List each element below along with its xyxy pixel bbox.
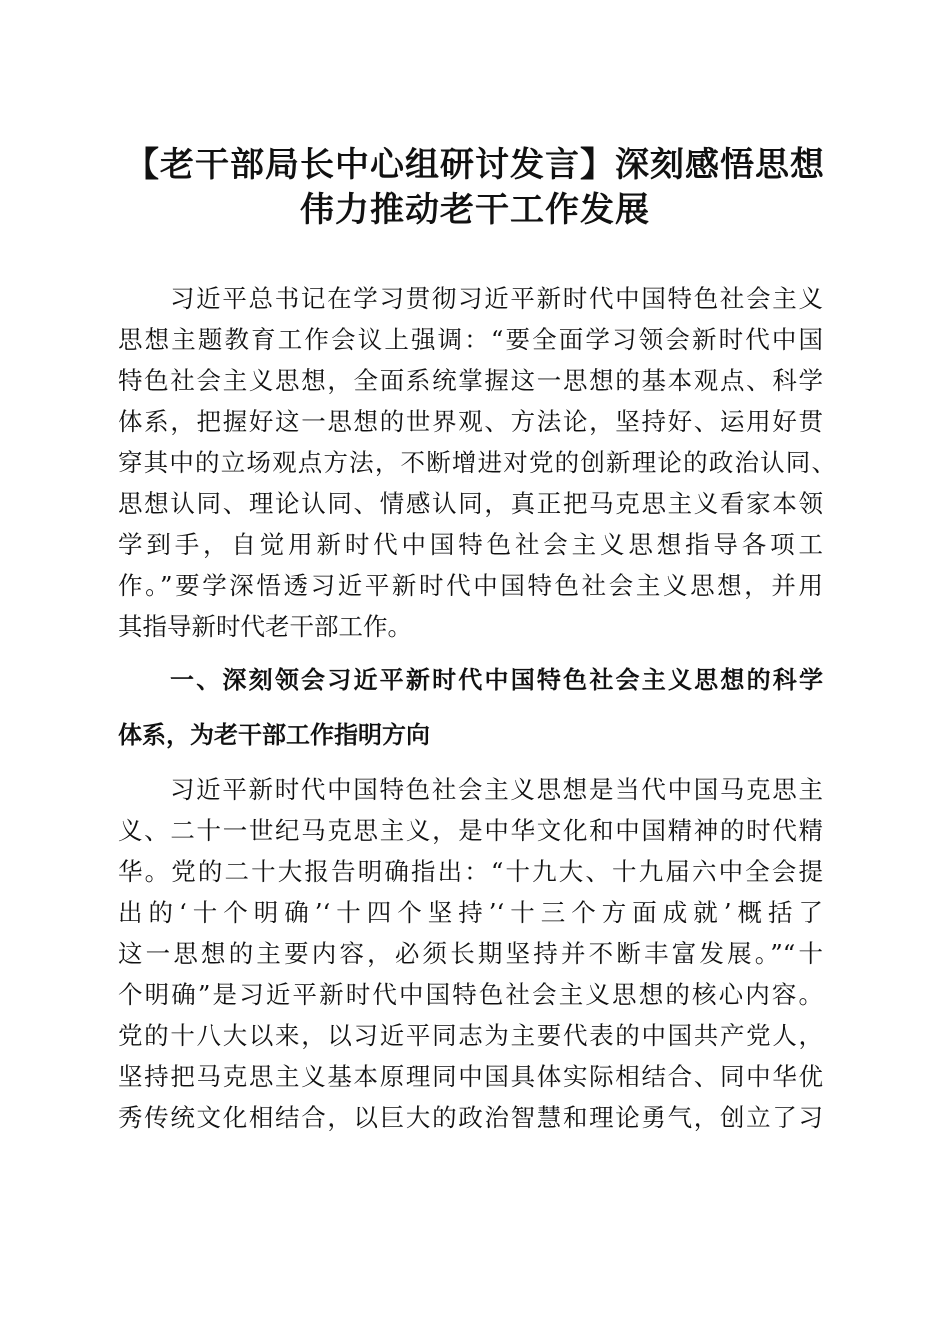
- paragraph-line: 这一思想的主要内容，必须长期坚持并不断丰富发展。”“十: [118, 939, 823, 968]
- document-title-line-1: 【老干部局长中心组研讨发言】深刻感悟思想: [125, 145, 825, 185]
- paragraph-line: 出的‘十个明确’‘十四个坚持’‘十三个方面成就’概括了: [118, 898, 823, 927]
- paragraph-line: 习近平新时代中国特色社会主义思想是当代中国马克思主: [170, 775, 823, 804]
- paragraph-line: 习近平总书记在学习贯彻习近平新时代中国特色社会主义: [170, 284, 823, 313]
- paragraph-line: 学到手，自觉用新时代中国特色社会主义思想指导各项工: [118, 530, 823, 559]
- section-heading-line: 一、深刻领会习近平新时代中国特色社会主义思想的科学: [170, 666, 823, 694]
- paragraph-line: 其指导新时代老干部工作。: [118, 612, 412, 641]
- paragraph-line: 体系，把握好这一思想的世界观、方法论，坚持好、运用好贯: [118, 407, 823, 436]
- paragraph-line: 个明确”是习近平新时代中国特色社会主义思想的核心内容。: [118, 980, 823, 1009]
- paragraph-line: 作。”要学深悟透习近平新时代中国特色社会主义思想，并用: [118, 571, 823, 600]
- paragraph-line: 思想主题教育工作会议上强调：“要全面学习领会新时代中国: [118, 325, 823, 354]
- paragraph-line: 党的十八大以来，以习近平同志为主要代表的中国共产党人，: [118, 1021, 823, 1050]
- document-title-line-2: 伟力推动老干工作发展: [300, 190, 650, 230]
- paragraph-line: 华。党的二十大报告明确指出：“十九大、十九届六中全会提: [118, 857, 823, 886]
- paragraph-line: 思想认同、理论认同、情感认同，真正把马克思主义看家本领: [118, 489, 823, 518]
- paragraph-line: 坚持把马克思主义基本原理同中国具体实际相结合、同中华优: [118, 1062, 823, 1091]
- paragraph-line: 穿其中的立场观点方法，不断增进对党的创新理论的政治认同、: [118, 448, 836, 477]
- paragraph-line: 义、二十一世纪马克思主义，是中华文化和中国精神的时代精: [118, 816, 823, 845]
- section-heading-line: 体系，为老干部工作指明方向: [118, 721, 430, 749]
- paragraph-line: 秀传统文化相结合，以巨大的政治智慧和理论勇气，创立了习: [118, 1103, 823, 1132]
- paragraph-line: 特色社会主义思想，全面系统掌握这一思想的基本观点、科学: [118, 366, 823, 395]
